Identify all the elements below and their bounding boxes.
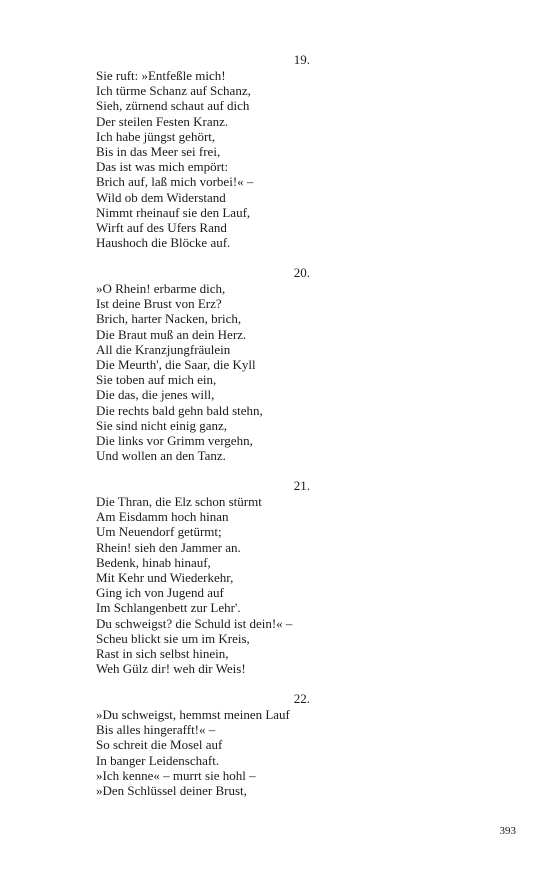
stanza-number: 21. [293,478,310,493]
verse-line: »O Rhein! erbarme dich, [96,281,226,296]
stanza-21 [96,478,336,676]
stanza-number: 20. [293,265,310,280]
verse-line: Ist deine Brust von Erz? [96,296,222,312]
verse-line: Mit Kehr und Wiederkehr, [96,570,234,586]
verse-line: Die links vor Grimm vergehn, [96,433,253,449]
verse-line: Bis in das Meer sei frei, [96,144,221,160]
verse-line: Ich türme Schanz auf Schanz, [96,83,251,99]
verse-line: »Du schweigst, hemmst meinen Lauf [96,707,290,722]
stanza-number: 22. [293,691,310,706]
verse-line: »Den Schlüssel deiner Brust, [96,783,247,799]
page-number: 393 [499,825,516,837]
verse-line: Rast in sich selbst hinein, [96,646,229,662]
verse-line: Die Meurth', die Saar, die Kyll [96,357,256,373]
verse-line: Sieh, zürnend schaut auf dich [96,98,250,114]
stanza-22 [96,691,336,798]
verse-line: Brich, harter Nacken, brich, [96,311,242,327]
verse-line: Die Braut muß an dein Herz. [96,326,247,342]
verse-line: Wild ob dem Widerstand [96,189,226,205]
verse-line: Am Eisdamm hoch hinan [96,509,229,525]
verse-line: Brich auf, laß mich vorbei!« – [96,174,254,190]
verse-line: Die rechts bald gehn bald stehn, [96,402,263,418]
verse-line: Die Thran, die Elz schon stürmt [96,494,262,509]
verse-line: Sie ruft: »Entfeßle mich! [96,68,226,83]
verse-line: Bis alles hingerafft!« – [96,722,216,738]
verse-line: Wirft auf des Ufers Rand [96,220,227,236]
stanza-19 [96,52,336,250]
verse-line: All die Kranzjungfräulein [96,341,231,357]
stanza-number: 19. [293,52,310,67]
verse-line: Rhein! sieh den Jammer an. [96,539,241,555]
verse-line: Weh Gülz dir! weh dir Weis! [96,661,246,677]
verse-line: Sie toben auf mich ein, [96,372,217,388]
verse-line: Das ist was mich empört: [96,159,229,175]
verse-line: Du schweigst? die Schuld ist dein!« – [96,615,293,631]
verse-line: In banger Leidenschaft. [96,752,220,768]
verse-line: Die das, die jenes will, [96,387,215,403]
verse-line: Und wollen an den Tanz. [96,448,226,464]
verse-line: Haushoch die Blöcke auf. [96,235,231,251]
stanza-20 [96,265,336,463]
verse-line: Sie sind nicht einig ganz, [96,417,228,433]
verse-line: Ich habe jüngst gehört, [96,128,216,144]
verse-line: Scheu blickt sie um im Kreis, [96,630,250,646]
verse-line: Im Schlangenbett zur Lehr'. [96,600,241,616]
verse-line: Der steilen Festen Kranz. [96,113,229,129]
verse-line: Um Neuendorf getürmt; [96,524,222,540]
verse-line: So schreit die Mosel auf [96,737,223,753]
verse-line: Ging ich von Jugend auf [96,585,224,601]
verse-line: Bedenk, hinab hinauf, [96,554,211,570]
verse-line: »Ich kenne« – murrt sie hohl – [96,767,256,783]
verse-line: Nimmt rheinauf sie den Lauf, [96,204,251,220]
